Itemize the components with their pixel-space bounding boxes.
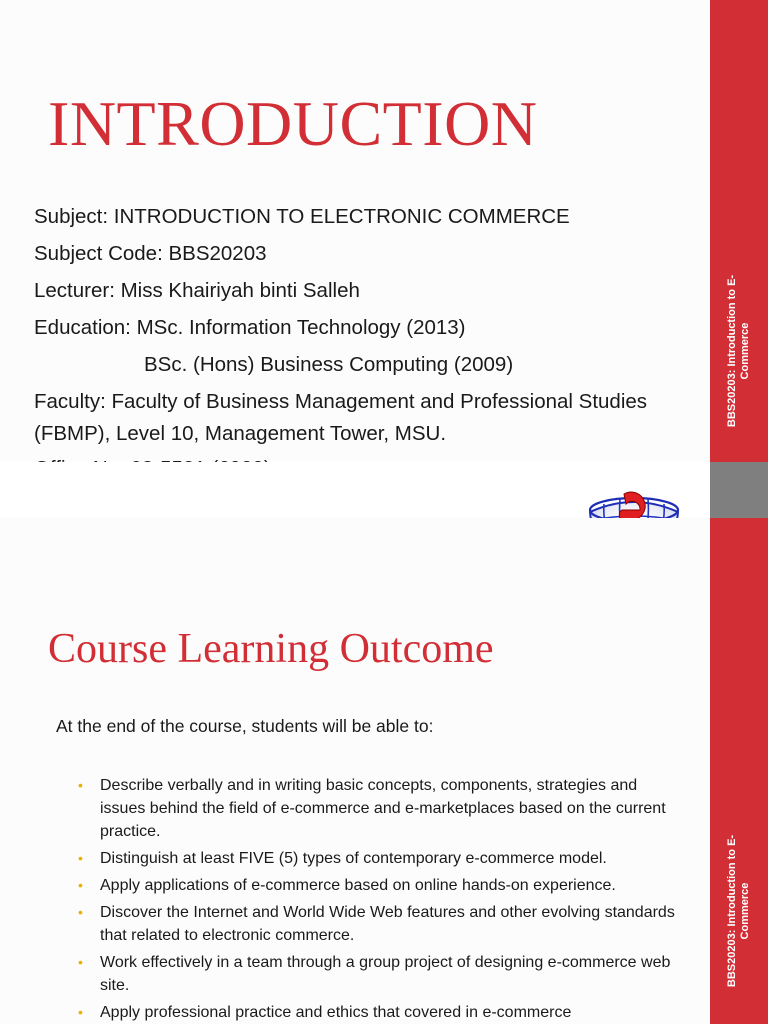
- bullet-icon: •: [78, 777, 83, 793]
- side-label-line-2: Commerce: [739, 322, 751, 380]
- bullet-icon: •: [78, 850, 83, 866]
- intro-line: At the end of the course, students will be able to:: [56, 716, 434, 736]
- outcome-list: [76, 774, 676, 1028]
- slide-title: INTRODUCTION: [48, 88, 538, 159]
- subject-code-line: Subject Code: BBS20203: [34, 242, 267, 265]
- side-label: [726, 275, 752, 427]
- lecturer-line: Lecturer: Miss Khairiyah binti Salleh: [34, 279, 360, 302]
- bullet-icon: •: [78, 1004, 83, 1020]
- course-info: [34, 198, 694, 487]
- bullet-icon: •: [78, 877, 83, 893]
- outcome-text: Work effectively in a team through a group project of designing e-commerce web site.: [100, 954, 671, 994]
- subject-line: Subject: INTRODUCTION TO ELECTRONIC COMMERCE: [34, 205, 570, 228]
- list-item: [76, 1001, 676, 1024]
- list-item: [76, 951, 676, 997]
- side-label-line-1: BBS20203: Introduction to E-: [726, 274, 738, 428]
- outcome-text: Discover the Internet and World Wide Web features and other evolving standards that related to electronic commerce.: [100, 904, 675, 944]
- bullet-icon: •: [78, 954, 83, 970]
- list-item: [76, 774, 676, 843]
- outcome-text: Distinguish at least FIVE (5) types of contemporary e-commerce model.: [100, 850, 607, 867]
- bullet-icon: •: [78, 904, 83, 920]
- slide-introduction: [0, 0, 768, 462]
- faculty-line: Faculty: Faculty of Business Management and Professional Studies (FBMP), Level 10, Management Tower, MSU.: [34, 390, 648, 445]
- list-item: [76, 901, 676, 947]
- list-item: [76, 874, 676, 897]
- separator-gray-band: [710, 462, 768, 518]
- education-line-2: BSc. (Hons) Business Computing (2009): [144, 353, 514, 376]
- side-label-line-2: Commerce: [739, 882, 751, 940]
- side-label-line-1: BBS20203: Introduction to E-: [726, 834, 738, 988]
- outcome-text: Describe verbally and in writing basic concepts, components, strategies and issues behind the field of e-commerce and e-marketplaces based on the current practice.: [100, 777, 666, 840]
- slide-course-learning-outcome: [0, 518, 768, 1024]
- side-label: [726, 835, 752, 987]
- outcome-text: Apply applications of e-commerce based on online hands-on experience.: [100, 877, 616, 894]
- slide-title: Course Learning Outcome: [48, 626, 494, 672]
- list-item: [76, 847, 676, 870]
- education-line: Education: MSc. Information Technology (2013): [34, 316, 466, 339]
- outcome-text: Apply professional practice and ethics that covered in e-commerce: [100, 1004, 572, 1021]
